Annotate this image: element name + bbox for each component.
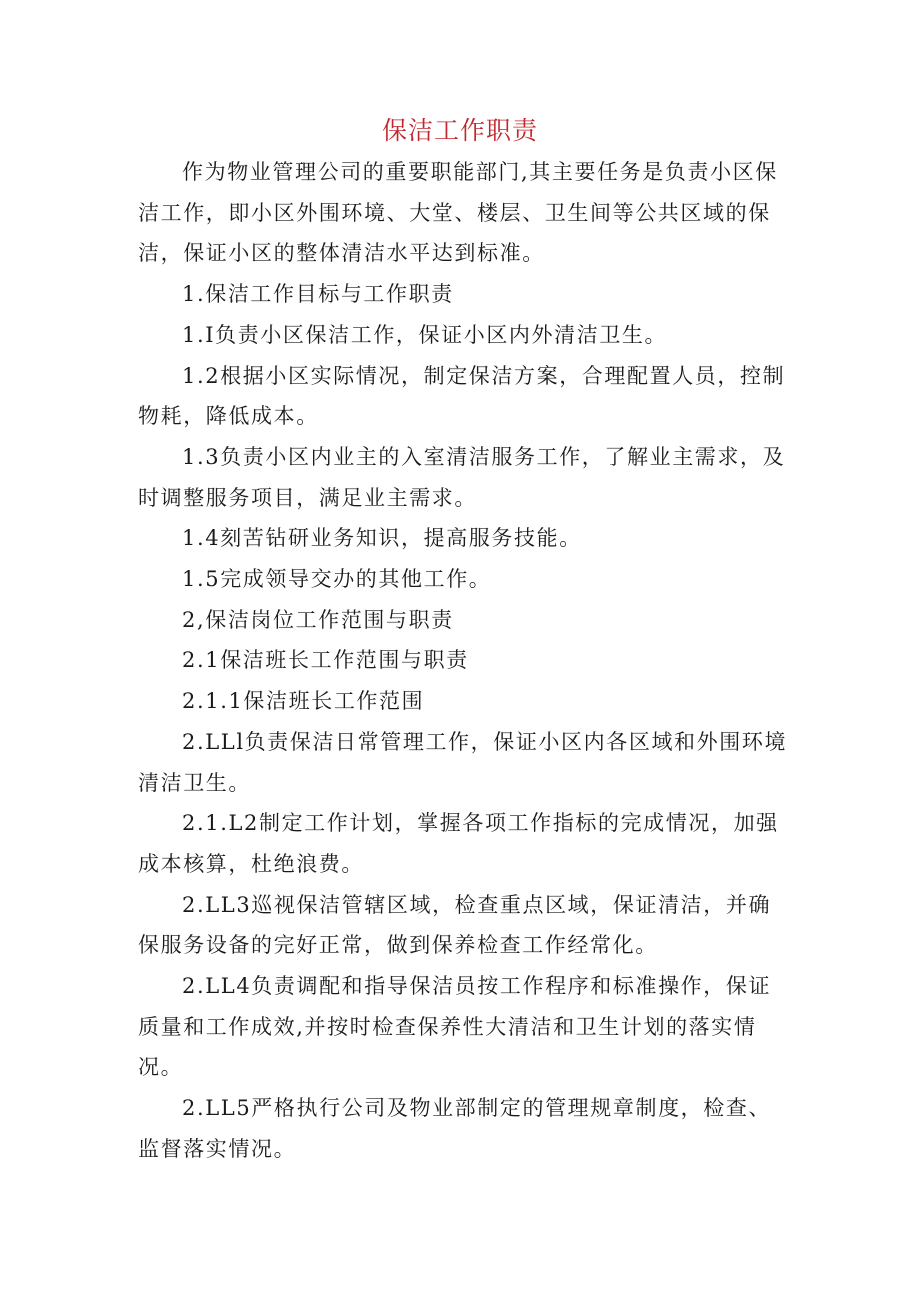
paragraph-2-1-1: 2.1.1保洁班长工作范围 xyxy=(182,689,425,714)
paragraph-intro: 作为物业管理公司的重要职能部门,其主要任务是负责小区保洁工作，即小区外围环境、大堂、楼层、卫生间等公共区域的保洁，保证小区的整体清洁水平达到标准。 xyxy=(138,160,778,266)
paragraph-1-1: 1.I负责小区保洁工作，保证小区内外清洁卫生。 xyxy=(182,322,668,347)
paragraph-2-1-1-4: 2.LL4负责调配和指导保洁员按工作程序和标准操作，保证质量和工作成效,并按时检查保养性大清洁和卫生计划的落实情况。 xyxy=(138,974,772,1080)
paragraph-2-1: 2.1保洁班长工作范围与职责 xyxy=(182,648,469,673)
paragraph-section-1: 1.保洁工作目标与工作职责 xyxy=(182,282,454,307)
paragraph-section-2: 2,保洁岗位工作范围与职责 xyxy=(182,607,454,632)
paragraph-1-3: 1.3负责小区内业主的入室清洁服务工作，了解业主需求，及时调整服务项目，满足业主需求。 xyxy=(138,444,786,510)
document-title: 保洁工作职责 xyxy=(381,116,538,145)
paragraph-2-1-1-3: 2.LL3巡视保洁管辖区域，检查重点区域，保证清洁，并确保服务设备的完好正常，做到保养检查工作经常化。 xyxy=(138,892,772,958)
document-body xyxy=(138,152,788,1170)
paragraph-1-5: 1.5完成领导交办的其他工作。 xyxy=(182,567,492,592)
paragraph-2-1-1-5: 2.LL5严格执行公司及物业部制定的管理规章制度，检查、监督落实情况。 xyxy=(138,1096,772,1161)
paragraph-2-1-1-2: 2.1.L2制定工作计划，掌握各项工作指标的完成情况，加强成本核算，杜绝浪费。 xyxy=(138,811,779,876)
paragraph-1-4: 1.4刻苦钻研业务知识，提高服务技能。 xyxy=(182,526,582,551)
paragraph-2-1-1-1: 2.LLl负责保洁日常管理工作，保证小区内各区域和外围环境清洁卫生。 xyxy=(138,729,788,795)
paragraph-1-2: 1.2根据小区实际情况，制定保洁方案，合理配置人员，控制物耗，降低成本。 xyxy=(138,363,786,429)
